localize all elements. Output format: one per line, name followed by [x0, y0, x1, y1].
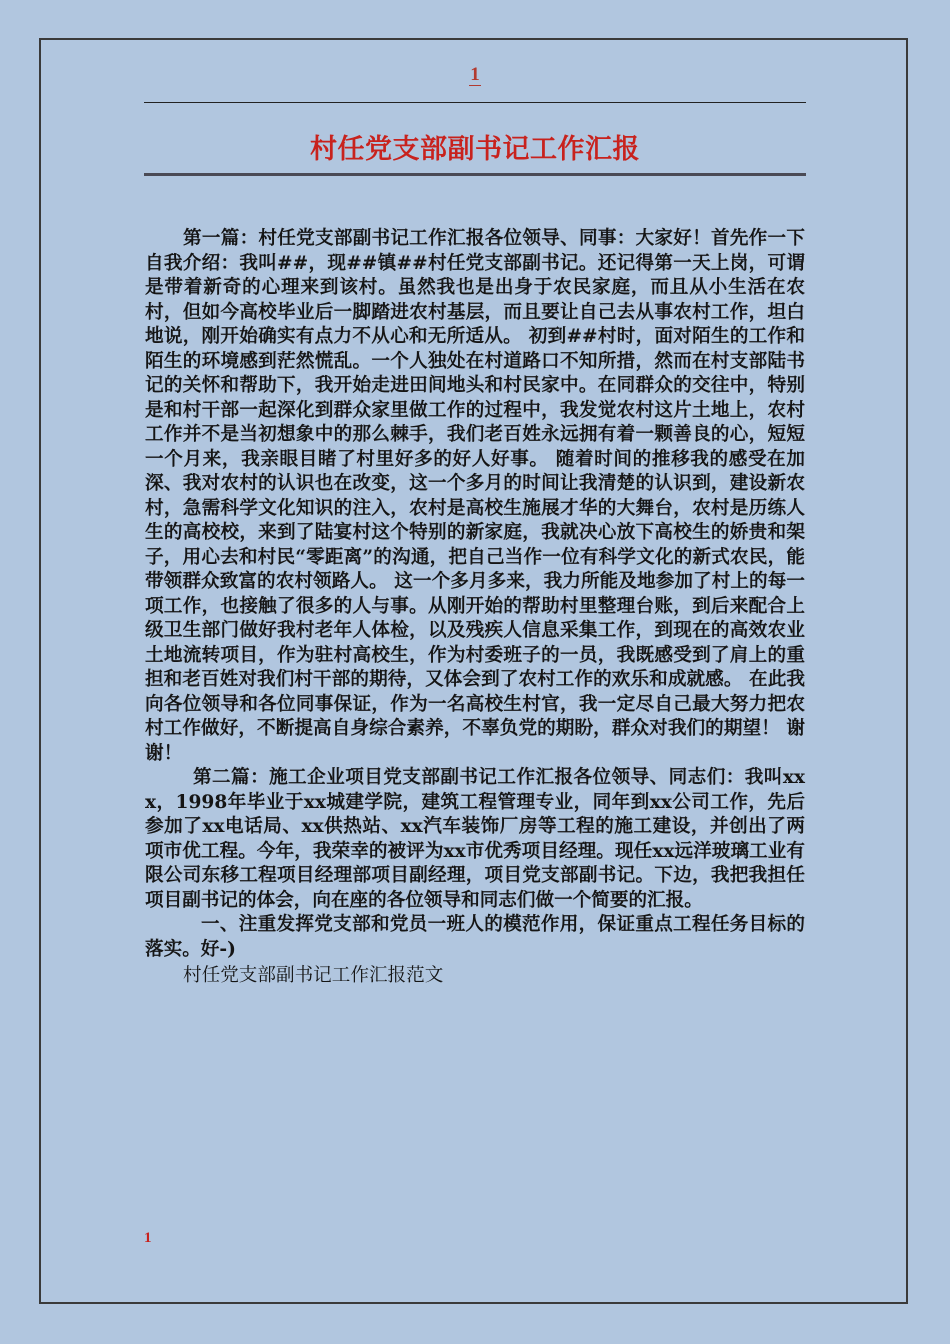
header-divider — [144, 102, 806, 103]
header-page-number — [0, 64, 950, 86]
footer-page-number: 1 — [144, 1230, 152, 1246]
paragraph-4: 村任党支部副书记工作汇报范文 — [183, 965, 444, 986]
document-body — [145, 227, 805, 989]
header-page-number-text: 1 — [470, 64, 480, 85]
paragraph-3: 一、注重发挥党支部和党员一班人的模范作用，保证重点工程任务目标的落实。好-) — [145, 914, 805, 960]
paragraph-1: 第一篇：村任党支部副书记工作汇报各位领导、同事：大家好！首先作一下自我介绍：我叫##，现##镇##村任党支部副书记。还记得第一天上岗，可谓是带着新奇的心理来到该村。虽然我也是出身于农民家庭，而且从小生活在农村，但如今高校毕业后一脚踏进农村基层，而且要让自己去从事农村工作，坦白地说，刚开始确实有点力不从心和无所适从。 初到##村时，面对陌生的工作和陌生的环境感到茫然慌乱。一个人独处在村道路口不知所措，然而在村支部陆书记的关怀和帮助下，我开始走进田间地头和村民家中。在同群众的交往中，特别是和村干部一起深化到群众家里做工作的过程中，我发觉农村这片土地上，农村工作并不是当初想象中的那么棘手，我们老百姓永远拥有着一颗善良的心，短短一个月来，我亲眼目睹了村里好多的好人好事。 随着时间的推移我的感受在加深、我对农村的认识也在改变，这一个多月的时间让我清楚的认识到，建设新农村，急需科学文化知识的注入，农村是高校生施展才华的大舞台，农村是历练人生的高校校，来到了陆宴村这个特别的新家庭，我就决心放下高校生的娇贵和架子，用心去和村民“零距离”的沟通，把自己当作一位有科学文化的新式农民，能带领群众致富的农村领路人。 这一个多月多来，我力所能及地参加了村上的每一项工作，也接触了很多的人与事。从刚开始的帮助村里整理台账，到后来配合上级卫生部门做好我村老年人体检，以及残疾人信息采集工作，到现在的高效农业土地流转项目，作为驻村高校生，作为村委班子的一员，我既感受到了肩上的重担和老百姓对我们村干部的期待，又体会到了农村工作的欢乐和成就感。 在此我向各位领导和各位同事保证，作为一名高校生村官，我一定尽自己最大努力把农村工作做好，不断提高自身综合素养，不辜负党的期盼，群众对我们的期望！ 谢谢！ — [145, 228, 805, 764]
paragraph-2: 第二篇：施工企业项目党支部副书记工作汇报各位领导、同志们：我叫xxx，1998年毕业于xx城建学院，建筑工程管理专业，同年到xx公司工作，先后参加了xx电话局、xx供热站、xx汽车装饰厂房等工程的施工建设，并创出了两项市优工程。今年，我荣幸的被评为xx市优秀项目经理。现任xx远洋玻璃工业有限公司东移工程项目经理部项目副经理，项目党支部副书记。下边，我把我担任项目副书记的体会，向在座的各位领导和同志们做一个简要的汇报。 — [145, 767, 805, 911]
title-divider — [144, 173, 806, 176]
document-title: 村任党支部副书记工作汇报 — [310, 134, 640, 165]
